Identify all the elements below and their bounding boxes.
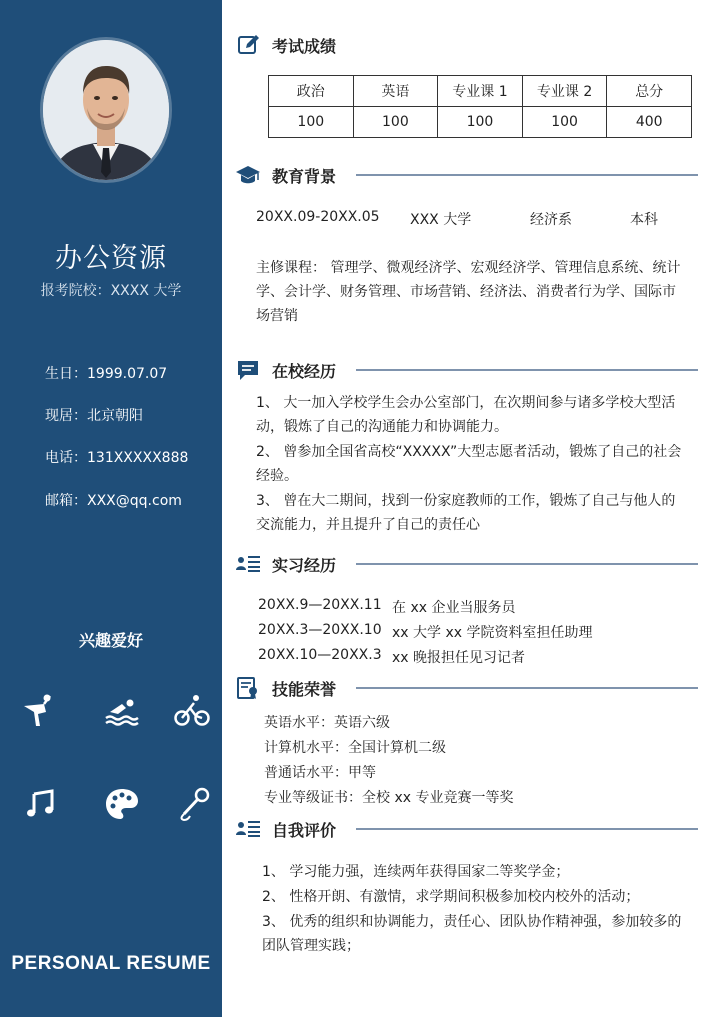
table-header-cell: 政治 [269, 76, 354, 107]
section-campus-title: 在校经历 [272, 361, 337, 381]
campus-item-3: 3、 曾在大二期间，找到一份家庭教师的工作，锻炼了自己与他人的交流能力，并且提升了自己的责任心 [256, 493, 676, 533]
education-degree: 本科 [630, 212, 658, 228]
edit-icon [236, 33, 260, 57]
section-education-header [236, 163, 336, 187]
education-courses: 主修课程： 管理学、微观经济学、宏观经济学、管理信息系统、统计学、会计学、财务管理、市场营销、经济法、消费者行为学、国际市场营销 [256, 260, 681, 324]
target-school: 报考院校：XXXX 大学 [40, 283, 182, 299]
cycling-icon [174, 692, 210, 728]
info-email: 邮箱：XXX@qq.com [45, 493, 182, 509]
table-header-cell: 专业课 1 [438, 76, 523, 107]
section-divider [356, 563, 698, 565]
self-item-3: 3、 优秀的组织和协调能力，责任心、团队协作精神强，参加较多的团队管理实践； [262, 914, 682, 954]
section-internship-header [236, 552, 336, 576]
section-internship-title: 实习经历 [272, 555, 337, 575]
table-header-cell: 英语 [353, 76, 438, 107]
music-icon [24, 786, 60, 822]
section-divider [356, 174, 698, 176]
skill-item: 英语水平：英语六级 [264, 715, 390, 731]
section-divider [356, 687, 698, 689]
table-cell: 100 [438, 107, 523, 138]
education-school: XXX 大学 [410, 212, 472, 228]
main-content [222, 0, 720, 1017]
info-phone: 电话：131XXXXX888 [45, 450, 189, 466]
profile-name: 办公资源 [55, 243, 167, 274]
section-divider [356, 369, 698, 371]
table-cell: 100 [353, 107, 438, 138]
graduation-cap-icon [236, 163, 260, 187]
avatar [43, 40, 169, 180]
section-campus-header [236, 358, 336, 382]
internship-period: 20XX.3—20XX.10 [258, 622, 382, 638]
section-education-title: 教育背景 [272, 166, 337, 186]
section-skills-title: 技能荣誉 [272, 679, 337, 699]
section-exam-header [236, 33, 336, 57]
palette-icon [104, 786, 140, 822]
internship-period: 20XX.9—20XX.11 [258, 597, 382, 613]
skill-item: 计算机水平：全国计算机二级 [264, 740, 446, 756]
section-self-title: 自我评价 [272, 820, 337, 840]
campus-item-1: 1、 大一加入学校学生会办公室部门，在次期间参与诸多学校大型活动，锻炼了自己的沟通能力和协调能力。 [256, 395, 676, 435]
internship-desc: xx 大学 xx 学院资料室担任助理 [392, 625, 593, 641]
table-header-cell: 总分 [607, 76, 692, 107]
table-cell: 400 [607, 107, 692, 138]
exam-score-table [268, 75, 692, 138]
education-period: 20XX.09-20XX.05 [256, 209, 380, 225]
table-cell: 100 [269, 107, 354, 138]
skill-item: 专业等级证书：全校 xx 专业竞赛一等奖 [264, 790, 514, 806]
section-divider [356, 828, 698, 830]
section-exam-title: 考试成绩 [272, 36, 337, 56]
self-item-2: 2、 性格开朗、有激情，求学期间积极参加校内校外的活动； [262, 889, 640, 905]
skill-item: 普通话水平：甲等 [264, 765, 376, 781]
hobbies-title: 兴趣爱好 [78, 631, 143, 650]
internship-desc: xx 晚报担任见习记者 [392, 650, 526, 666]
certificate-icon [236, 676, 260, 700]
section-skills-header [236, 676, 336, 700]
table-header-cell: 专业课 2 [522, 76, 607, 107]
person-list-icon [236, 817, 260, 841]
table-row [269, 107, 692, 138]
education-department: 经济系 [530, 212, 572, 228]
profile-photo [43, 40, 169, 180]
microphone-icon [176, 786, 212, 822]
chat-icon [236, 358, 260, 382]
personal-resume-label: PERSONAL RESUME [11, 953, 211, 974]
info-birthday: 生日：1999.07.07 [45, 366, 168, 382]
internship-desc: 在 xx 企业当服务员 [392, 600, 516, 616]
table-row [269, 76, 692, 107]
self-item-1: 1、 学习能力强，连续两年获得国家二等奖学金； [262, 864, 570, 880]
campus-item-2: 2、 曾参加全国省高校“XXXXX”大型志愿者活动，锻炼了自己的社会经验。 [256, 444, 682, 484]
internship-period: 20XX.10—20XX.3 [258, 647, 382, 663]
gymnastics-icon [20, 692, 56, 728]
sidebar [0, 0, 222, 1017]
swimming-icon [104, 692, 140, 728]
table-cell: 100 [522, 107, 607, 138]
person-list-icon [236, 552, 260, 576]
info-residence: 现居：北京朝阳 [45, 408, 143, 424]
section-self-header [236, 817, 336, 841]
